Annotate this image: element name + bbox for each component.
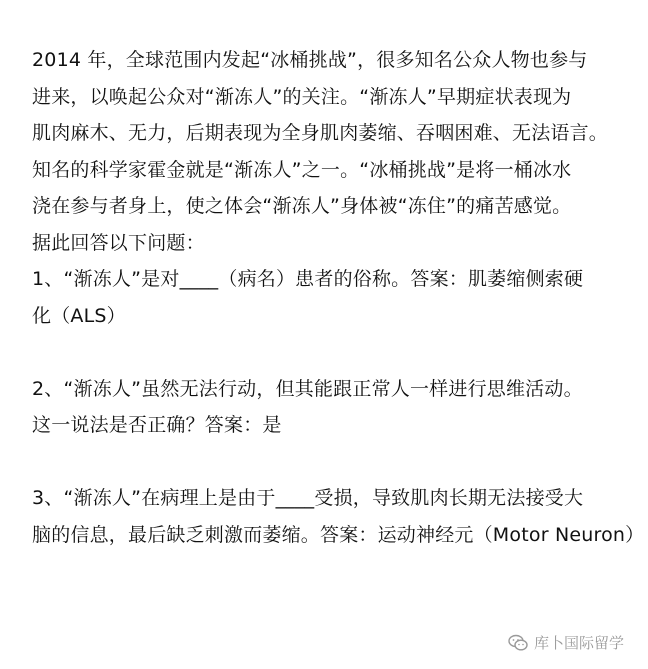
question-line: 3、“渐冻人”在病理上是由于____受损，导致肌肉长期无法接受大 [32,487,584,509]
paragraph-line: 肌肉麻木、无力，后期表现为全身肌肉萎缩、吞咽困难、无法语言。 [32,122,609,144]
paragraph-line: 浇在参与者身上，使之体会“渐冻人”身体被“冻住”的痛苦感觉。 [32,195,572,217]
question-line: 2、“渐冻人”虽然无法行动，但其能跟正常人一样进行思维活动。 [32,377,583,400]
watermark-text: 库卜国际留学 [534,634,625,652]
wechat-icon [508,634,528,652]
watermark [508,632,624,653]
question-line: 这一说法是否正确？答案：是 [32,414,282,436]
document-body [32,48,645,559]
paragraph-line: 2014 年，全球范围内发起“冰桶挑战”，很多知名公众人物也参与 [32,49,588,71]
question-line: 脑的信息，最后缺乏刺激而萎缩。答案：运动神经元（Motor Neuron） [32,523,645,546]
paragraph-line: 知名的科学家霍金就是“渐冻人”之一。“冰桶挑战”是将一桶冰水 [32,158,572,181]
intro-paragraph [32,48,622,255]
question-3 [32,486,645,547]
question-line: 1、“渐冻人”是对____（病名）患者的俗称。答案：肌萎缩侧索硬 [32,268,584,290]
paragraph-line: 据此回答以下问题： [32,231,205,254]
question-2 [32,377,622,438]
question-line: 化（ALS） [32,304,126,327]
paragraph-line: 进来，以唤起公众对“渐冻人”的关注。“渐冻人”早期症状表现为 [32,85,572,108]
question-1 [32,267,622,328]
